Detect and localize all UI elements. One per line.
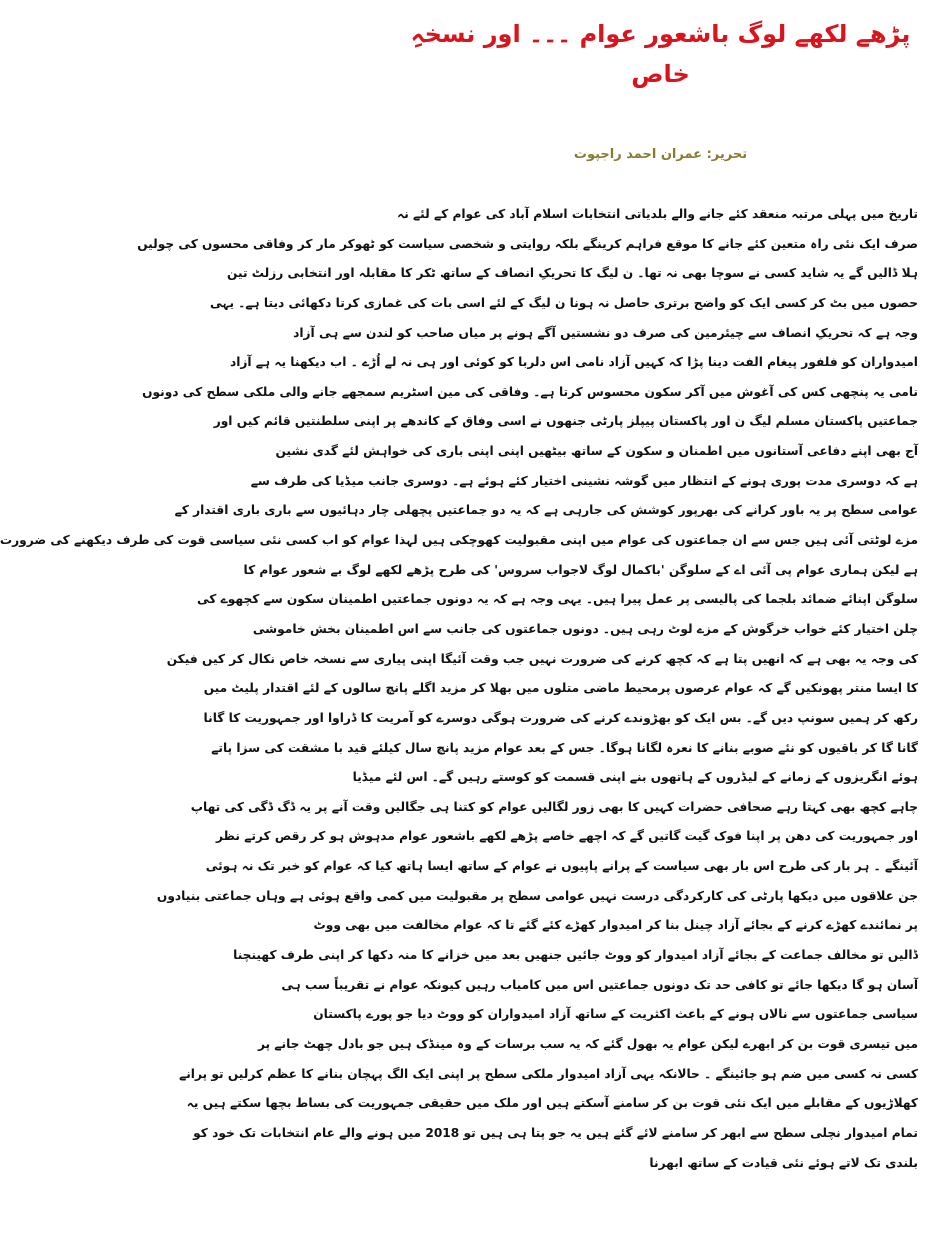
body-line: کسی نہ کسی میں ضم ہو جائینگے ۔ حالانکہ یہی آزاد امیدوار ملکی سطح پر اپنی ایک الگ پہچان بنانے کا عظم کرلیں تو پرانے <box>179 1066 918 1081</box>
author-byline: تحریر: عمران احمد راجپوت <box>573 147 748 162</box>
body-line: کا ایسا منتر پھونکیں گے کہ عوام عرصوں پرمحیط ماضی متلوں میں بھلا کر مزید اگلے پانچ سالوں کے لئے اقتدار پلیٹ میں <box>203 681 918 696</box>
body-line: حصوں میں بٹ کر کسی ایک کو واضح برتری حاصل نہ ہونا ن لیگ کے لئے اسی بات کی غمازی کرتا دکھائی دیتا ہے۔ یہی <box>209 295 918 310</box>
body-line: اور جمہوریت کی دھن پر اپنا فوک گیت گاتیں گے کہ اچھے خاصے پڑھے لکھے باشعور عوام مدہوش ہو کر رقص کرتے نظر <box>215 829 918 844</box>
article-title: پڑھے لکھے لوگ باشعور عوام ۔۔۔ اور نسخہِ خاص <box>410 20 911 88</box>
body-line: نامی یہ پنچھی کس کی آغوش میں آکر سکون محسوس کرتا ہے۔ وفاقی کی مین اسٹریم سمجھے جانے والی ملکی سطح کی دونوں <box>142 384 918 399</box>
body-line: رکھ کر ہمیں سونپ دیں گے۔ بس ایک کو بھڑوندے کرنے کی ضرورت ہوگی دوسرے کو آمریت کا ڈراوا اور جمہوریت کا گانا <box>203 710 918 725</box>
body-line: جماعتیں پاکستان مسلم لیگ ن اور پاکستان پیپلز پارٹی جنھوں نے اسی وفاق کے کاندھے پر اپنی سلطنتیں قائم کیں اور <box>213 414 918 429</box>
body-line: آئینگے ۔ ہر بار کی طرح اس بار بھی سیاست کے پرانے پاپیوں نے عوام کے ساتھ ایسا ہاتھ کیا کہ عوام کو خبر تک نہ ہوئی <box>205 859 918 874</box>
body-line: آسان ہو گا دیکھا جائے تو کافی حد تک دونوں جماعتیں اس میں کامیاب رہیں کیونکہ عوام نے تقریباً سب ہی <box>281 977 918 992</box>
body-line: جن علاقوں میں دیکھا پارٹی کی کارکردگی درست نہیں عوامی سطح پر مقبولیت میں کمی واقع ہوئی ہے وہاں جماعتی بنیادوں <box>156 888 918 903</box>
body-line: سلوگن اپنائے ضمائد بلجما کی پالیسی پر عمل پیرا ہیں۔ یہی وجہ ہے کہ یہ دونوں جماعتیں اطمینان سکون سے کچھوے کی <box>196 592 918 607</box>
body-line: ہلا ڈالیں گے یہ شاید کسی نے سوچا بھی نہ تھا۔ ن لیگ کا تحریکِ انصاف کے ساتھ ٹکر کا مقابلہ اور انتخابی رزلٹ تین <box>227 266 918 281</box>
body-line: تمام امیدوار نچلی سطح سے ابھر کر سامنے لائے گئے ہیں یہ جو پتا ہی ہیں تو 2018 میں ہونے والے عام انتخابات تک خود کو <box>193 1125 918 1140</box>
body-line: ہوئے انگریزوں کے زمانے کے لیڈروں کے ہاتھوں بنے اپنی قسمت کو کوستے رہیں گے۔ اس لئے میڈیا <box>352 770 918 785</box>
body-line: چلن اختیار کئے خواب خرگوش کے مزے لوٹ رہی ہیں۔ دونوں جماعتوں کی جانب سے اس اطمینان بخش خاموشی <box>252 621 918 636</box>
body-line: آج بھی اپنے دفاعی آستانوں میں اطمنان و سکون کے ساتھ بیٹھیں اپنی اپنی باری کی خواہش لئے گدی نشین <box>275 444 918 459</box>
body-line: بلندی تک لاتے ہوئے نئی قیادت کے ساتھ ابھرنا <box>649 1155 918 1170</box>
body-line: ہے لیکن ہماری عوام پی آئی اے کے سلوگن 'باکمال لوگ لاجواب سروس' کی طرح پڑھے لکھے لوگ بے شعور عوام کا <box>243 562 918 577</box>
body-line: مزے لوٹتی آئی ہیں جس سے ان جماعتوں کی عوام میں اپنی مقبولیت کھوچکی ہیں لہذا عوام کو اب کسی نئی سیاسی قوت کی طرف دیکھنے کی ضرورت <box>0 533 918 548</box>
body-line: امیدواران کو فلفور پیغام الفت دینا پڑا کہ کہیں آزاد نامی اس دلربا کو کوئی اور ہی نہ لے اُڑے ۔ اب دیکھنا یہ ہے آزاد <box>229 355 918 370</box>
article-body <box>0 200 925 1258</box>
body-line: صرف ایک نئی راہ متعین کئے جانے کا موقع فراہم کرینگے بلکہ روایتی و شخصی سیاست کو ٹھوکر مار کر وفاقی محسوں کی چولیں <box>137 236 918 251</box>
body-line: کھلاڑیوں کے مقابلے میں ایک نئی قوت بن کر سامنے آسکتے ہیں اور ملک میں حقیقی جمہوریت کی بساط بچھا سکتے ہیں یہ <box>186 1096 918 1111</box>
body-line: میں تیسری قوت بن کر ابھرے لیکن عوام یہ بھول گئے کہ یہ سب برسات کے وہ مینڈک ہیں جو بادل چھٹ جانے پر <box>257 1036 918 1051</box>
body-line: وجہ ہے کہ تحریکِ انصاف سے چیئرمین کی صرف دو نشستیں آگے ہونے پر میاں صاحب کو لندن سے ہی آزاد <box>293 325 918 340</box>
body-line: چاہے کچھ بھی کہتا رہے صحافی حضرات کہیں کا بھی زور لگالیں عوام کو کتنا ہی جگالیں وقت آنے پر یہ ڈگ ڈگی کی تھاپ <box>190 799 918 814</box>
body-line: عوامی سطح پر یہ باور کرانے کی بھرپور کوشش کی جارہی ہے کہ یہ دو جماعتیں پچھلی چار دہائیوں سے باری باری اقتدار کے <box>174 503 918 518</box>
body-line: پر نمائندے کھڑے کرنے کے بجائے آزاد چینل بنا کر امیدوار کھڑے کئے گئے تا کہ عوام مخالفت میں بھی ووٹ <box>313 918 918 933</box>
body-line: تاریخ میں پہلی مرتبہ منعقد کئے جانے والے بلدیاتی انتخابات اسلام آباد کی عوام کے لئے نہ <box>397 207 918 221</box>
body-line: ڈالیں تو مخالف جماعت کے بجائے آزاد امیدوار کو ووٹ جائیں جنھیں بعد میں خزانے کا منہ دکھا کر اپنی طرف کھینچنا <box>233 948 918 963</box>
body-line: ہے کہ دوسری مدت پوری ہونے کے انتظار میں گوشہ نشینی اختیار کئے ہوئے ہے۔ دوسری جانب میڈیا کی طرف سے <box>250 473 918 488</box>
body-line: سیاسی جماعتوں سے نالاں ہونے کے باعث اکثریت کے ساتھ آزاد امیدواران کو ووٹ دیا جو پورے پاکستان <box>313 1007 918 1022</box>
body-line: کی وجہ یہ بھی ہے کہ انھیں پتا ہے کہ کچھ کرنے کی ضرورت نہیں جب وقت آئیگا اپنی پیاری سے نسخہ خاص نکال کر کیں فیکن <box>166 651 918 666</box>
body-line: گانا گا کر باقیوں کو نئے صوبے بنانے کا نعرہ لگانا ہوگا۔ جس کے بعد عوام مزید پانچ سال کیلئے قید با مشقت کی سزا پاتے <box>211 740 918 755</box>
